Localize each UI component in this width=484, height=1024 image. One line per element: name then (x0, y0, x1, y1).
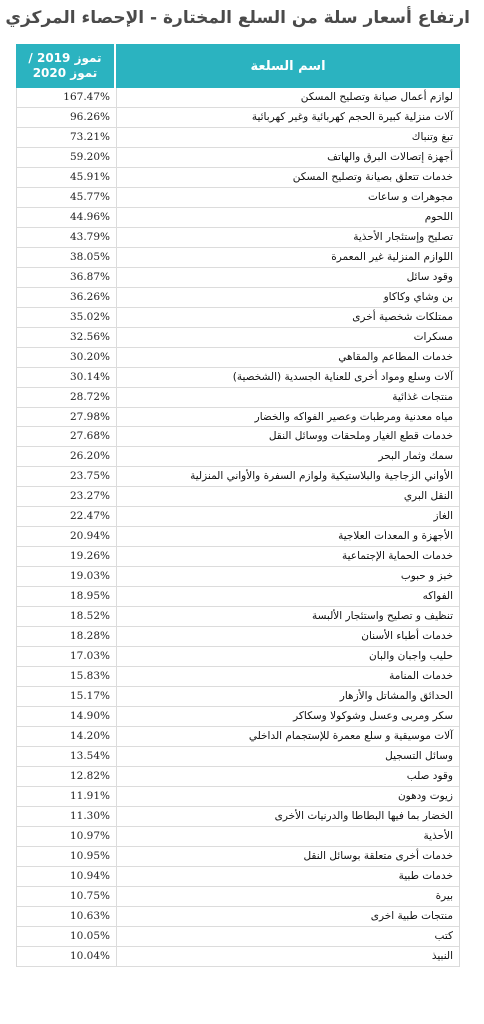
percent-cell: 38.05% (17, 248, 117, 267)
table-row (17, 188, 459, 208)
item-name-cell: الغاز (433, 510, 453, 523)
percent-cell: 15.17% (17, 687, 117, 706)
table-row (17, 268, 459, 288)
table-row (17, 887, 459, 907)
item-name-cell: تنظيف و تصليح واستئجار الألبسة (311, 610, 453, 623)
table-row (17, 607, 459, 627)
percent-cell: 14.20% (17, 727, 117, 746)
item-name-cell: تصليح وإستئجار الأحذية (353, 230, 453, 243)
table-row (17, 587, 459, 607)
item-name-cell: منتجات طبية اخرى (370, 909, 453, 922)
table-row (17, 168, 459, 188)
table-row (17, 847, 459, 867)
percent-cell: 36.87% (17, 268, 117, 287)
item-name-cell: اللحوم (424, 210, 453, 223)
item-name-cell: اللوازم المنزلية غير المعمرة (331, 250, 453, 263)
percent-cell: 30.14% (17, 368, 117, 387)
percent-cell: 27.68% (17, 427, 117, 446)
table-row (17, 308, 459, 328)
table-row (17, 328, 459, 348)
percent-cell: 19.26% (17, 547, 117, 566)
item-name-cell: خدمات المطاعم والمقاهي (338, 350, 453, 363)
table-row (17, 408, 459, 428)
table-row (17, 667, 459, 687)
percent-cell: 10.63% (17, 907, 117, 926)
item-name-cell: مجوهرات و ساعات (367, 190, 453, 203)
item-name-cell: كتب (434, 929, 453, 942)
table-row (17, 767, 459, 787)
table-row (17, 787, 459, 807)
table-row (17, 727, 459, 747)
percent-cell: 35.02% (17, 308, 117, 327)
item-name-cell: النقل البري (403, 490, 453, 503)
table-row (17, 627, 459, 647)
table-row (17, 467, 459, 487)
table-row (17, 567, 459, 587)
table-row (17, 747, 459, 767)
item-name-cell: النبيذ (431, 949, 453, 962)
table-row (17, 208, 459, 228)
item-name-cell: أجهزة إتصالات البرق والهاتف (327, 150, 453, 163)
percent-cell: 10.75% (17, 887, 117, 906)
table-row (17, 807, 459, 827)
page-title: ارتفاع أسعار سلة من السلع المختارة - الإحصاء المركزي (5, 8, 470, 28)
table-row (17, 128, 459, 148)
percent-cell: 10.05% (17, 927, 117, 946)
table-row (17, 947, 459, 967)
header-period: تموز 2019 / تموز 2020 (16, 44, 116, 88)
table-row (17, 388, 459, 408)
percent-cell: 18.28% (17, 627, 117, 646)
table-row (17, 827, 459, 847)
table-row (17, 487, 459, 507)
header-item-name: اسم السلعة (116, 44, 460, 88)
item-name-cell: سكر ومربى وعسل وشوكولا وسكاكر (293, 710, 453, 723)
item-name-cell: الأجهزة و المعدات العلاجية (338, 530, 453, 543)
table-row (17, 88, 459, 108)
item-name-cell: لوازم أعمال صيانة وتصليح المسكن (300, 91, 453, 103)
percent-cell: 32.56% (17, 328, 117, 347)
item-name-cell: الأحذية (423, 829, 453, 842)
item-name-cell: بيرة (435, 889, 453, 902)
item-name-cell: خبز و حبوب (400, 570, 453, 583)
item-name-cell: خدمات قطع الغيار وملحقات ووسائل النقل (268, 430, 453, 443)
table-row (17, 148, 459, 168)
percent-cell: 14.90% (17, 707, 117, 726)
item-name-cell: خدمات تتعلق بصيانة وتصليح المسكن (292, 170, 453, 183)
item-name-cell: منتجات غذائية (392, 390, 453, 403)
item-name-cell: تبغ وتنباك (411, 130, 453, 143)
percent-cell: 11.30% (17, 807, 117, 826)
percent-cell: 10.94% (17, 867, 117, 886)
percent-cell: 13.54% (17, 747, 117, 766)
percent-cell: 22.47% (17, 507, 117, 526)
percent-cell: 17.03% (17, 647, 117, 666)
percent-cell: 45.91% (17, 168, 117, 187)
item-name-cell: الأواني الزجاجية والبلاستيكية ولوازم السفرة والأواني المنزلية (190, 470, 453, 483)
percent-cell: 59.20% (17, 148, 117, 167)
percent-cell: 28.72% (17, 388, 117, 407)
item-name-cell: مسكرات (413, 330, 453, 343)
item-name-cell: وقود صلب (406, 769, 453, 782)
item-name-cell: آلات وسلع ومواد أخرى للعناية الجسدية (الشخصية) (232, 370, 453, 383)
percent-cell: 15.83% (17, 667, 117, 686)
table-row (17, 507, 459, 527)
table-row (17, 427, 459, 447)
percent-cell: 12.82% (17, 767, 117, 786)
table-row (17, 547, 459, 567)
table-row (17, 527, 459, 547)
item-name-cell: الفواكه (422, 590, 453, 603)
percent-cell: 26.20% (17, 447, 117, 466)
table-header (16, 44, 460, 88)
percent-cell: 18.95% (17, 587, 117, 606)
table-row (17, 647, 459, 667)
percent-cell: 19.03% (17, 567, 117, 586)
item-name-cell: خدمات أطباء الأسنان (361, 630, 453, 643)
item-name-cell: الحدائق والمشاتل والأزهار (339, 690, 453, 703)
percent-cell: 27.98% (17, 408, 117, 427)
item-name-cell: مياه معدنية ومرطبات وعصير الفواكه والخضار (254, 410, 453, 423)
table-row (17, 867, 459, 887)
item-name-cell: آلات منزلية كبيرة الحجم كهربائية وغير كهربائية (251, 110, 453, 123)
table-row (17, 288, 459, 308)
percent-cell: 18.52% (17, 607, 117, 626)
item-name-cell: زيوت ودهون (397, 789, 453, 802)
item-name-cell: خدمات طبية (398, 869, 453, 882)
percent-cell: 167.47% (17, 88, 117, 107)
item-name-cell: ممتلكات شخصية أخرى (352, 310, 453, 323)
item-name-cell: خدمات الحماية الإجتماعية (342, 550, 453, 563)
percent-cell: 36.26% (17, 288, 117, 307)
percent-cell: 10.97% (17, 827, 117, 846)
percent-cell: 45.77% (17, 188, 117, 207)
table-row (17, 927, 459, 947)
table-row (17, 447, 459, 467)
item-name-cell: بن وشاي وكاكاو (383, 290, 453, 303)
item-name-cell: وقود سائل (406, 270, 453, 283)
percent-cell: 20.94% (17, 527, 117, 546)
item-name-cell: خدمات المنامة (389, 670, 453, 683)
item-name-cell: خدمات أخرى متعلقة بوسائل النقل (303, 849, 453, 862)
item-name-cell: آلات موسيقية و سلع معمرة للإستجمام الداخلي (248, 730, 453, 742)
table-row (17, 248, 459, 268)
item-name-cell: وسائل التسجيل (385, 749, 453, 762)
percent-cell: 30.20% (17, 348, 117, 367)
table-row (17, 348, 459, 368)
percent-cell: 44.96% (17, 208, 117, 227)
table-row (17, 907, 459, 927)
percent-cell: 96.26% (17, 108, 117, 127)
percent-cell: 10.95% (17, 847, 117, 866)
percent-cell: 73.21% (17, 128, 117, 147)
table-row (17, 707, 459, 727)
item-name-cell: الخضار بما فيها البطاطا والدرنيات الأخرى (274, 809, 453, 822)
table-row (17, 228, 459, 248)
table-row (17, 108, 459, 128)
price-table (16, 44, 460, 967)
table-body (16, 88, 460, 967)
percent-cell: 43.79% (17, 228, 117, 247)
item-name-cell: حليب واجبان والبان (369, 650, 453, 663)
percent-cell: 11.91% (17, 787, 117, 806)
table-row (17, 368, 459, 388)
table-row (17, 687, 459, 707)
percent-cell: 23.27% (17, 487, 117, 506)
percent-cell: 10.04% (17, 947, 117, 966)
percent-cell: 23.75% (17, 467, 117, 486)
item-name-cell: سمك وثمار البحر (378, 450, 453, 463)
